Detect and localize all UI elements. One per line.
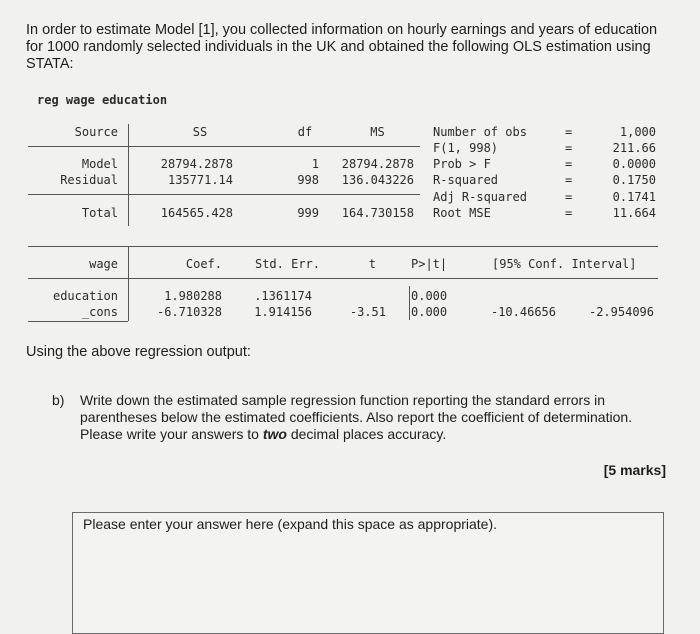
stat-eq-probf: = bbox=[565, 157, 573, 171]
question-b-letter: b) bbox=[52, 392, 65, 408]
stat-value-r2: 0.1750 bbox=[612, 173, 656, 187]
coef-row-cons-ci-high: -2.954096 bbox=[588, 305, 654, 319]
coef-row-cons-t: -3.51 bbox=[349, 305, 386, 319]
stat-eq-f: = bbox=[565, 141, 573, 155]
marks-label: [5 marks] bbox=[603, 462, 666, 478]
stat-eq-r2: = bbox=[565, 173, 573, 187]
stat-label-adjr2: Adj R-squared bbox=[433, 190, 527, 204]
coef-row-cons-coef: -6.710328 bbox=[156, 305, 222, 319]
answer-placeholder: Please enter your answer here (expand this space as appropriate). bbox=[83, 516, 498, 532]
anova-row-model-df: 1 bbox=[311, 157, 319, 171]
stat-eq-nobs: = bbox=[565, 125, 573, 139]
anova-row-residual-ss: 135771.14 bbox=[167, 173, 233, 187]
anova-header-ms: MS bbox=[370, 125, 385, 139]
stat-value-rmse: 11.664 bbox=[612, 206, 656, 220]
stat-value-nobs: 1,000 bbox=[619, 125, 656, 139]
anova-row-model-source: Model bbox=[81, 157, 118, 171]
stat-label-f: F(1, 998) bbox=[433, 141, 499, 155]
coef-row-education-coef: 1.980288 bbox=[164, 289, 222, 303]
question-b-emphasis: two bbox=[262, 426, 287, 442]
stat-value-f: 211.66 bbox=[612, 141, 656, 155]
anova-row-total-source: Total bbox=[81, 206, 118, 220]
stat-label-probf: Prob > F bbox=[433, 157, 491, 171]
answer-box[interactable] bbox=[72, 512, 664, 634]
coef-header-p: P>|t| bbox=[411, 257, 448, 271]
anova-row-total-df: 999 bbox=[297, 206, 319, 220]
anova-row-total-ss: 164565.428 bbox=[160, 206, 233, 220]
stat-eq-adjr2: = bbox=[565, 190, 573, 204]
stat-value-adjr2: 0.1741 bbox=[612, 190, 656, 204]
anova-row-model-ss: 28794.2878 bbox=[160, 157, 233, 171]
instruction-text: Using the above regression output: bbox=[26, 344, 251, 360]
anova-row-residual-ms: 136.043226 bbox=[341, 173, 414, 187]
anova-row-total-ms: 164.730158 bbox=[341, 206, 414, 220]
stat-label-nobs: Number of obs bbox=[433, 125, 527, 139]
question-b bbox=[52, 392, 672, 443]
coef-row-cons-se: 1.914156 bbox=[254, 305, 312, 319]
anova-row-residual-df: 998 bbox=[297, 173, 319, 187]
stat-eq-rmse: = bbox=[565, 206, 573, 220]
stat-value-probf: 0.0000 bbox=[612, 157, 656, 171]
coef-row-cons-var: _cons bbox=[81, 305, 118, 319]
coef-row-education-p: 0.000 bbox=[411, 289, 448, 303]
coef-row-cons-ci-low: -10.46656 bbox=[490, 305, 556, 319]
question-b-text: Write down the estimated sample regression function reporting the standard errors in parentheses below the estimated coefficients. Also report the coefficient of determination. Please write your answers to two decimal places accuracy. bbox=[80, 392, 633, 442]
coef-header-t: t bbox=[368, 257, 376, 271]
coef-row-education-se: .1361174 bbox=[254, 289, 312, 303]
question-intro: In order to estimate Model [1], you collected information on hourly earnings and years of education for 1000 randomly selected individuals in the UK and obtained the following OLS estimation using STATA: bbox=[26, 22, 658, 72]
coef-row-cons-p: 0.000 bbox=[411, 305, 448, 319]
stat-label-r2: R-squared bbox=[433, 173, 499, 187]
stat-label-rmse: Root MSE bbox=[433, 206, 491, 220]
coef-row-education-var: education bbox=[52, 289, 118, 303]
anova-row-model-ms: 28794.2878 bbox=[341, 157, 414, 171]
coef-header-dep: wage bbox=[89, 257, 118, 271]
anova-header-source: Source bbox=[74, 125, 118, 139]
coef-header-ci: [95% Conf. Interval] bbox=[492, 257, 637, 271]
stata-command: reg wage education bbox=[37, 93, 168, 107]
anova-row-residual-source: Residual bbox=[60, 173, 118, 187]
anova-header-ss: SS bbox=[192, 125, 208, 139]
coef-header-coef: Coef. bbox=[185, 257, 222, 271]
anova-header-df: df bbox=[297, 125, 313, 139]
coef-header-se: Std. Err. bbox=[254, 257, 320, 271]
